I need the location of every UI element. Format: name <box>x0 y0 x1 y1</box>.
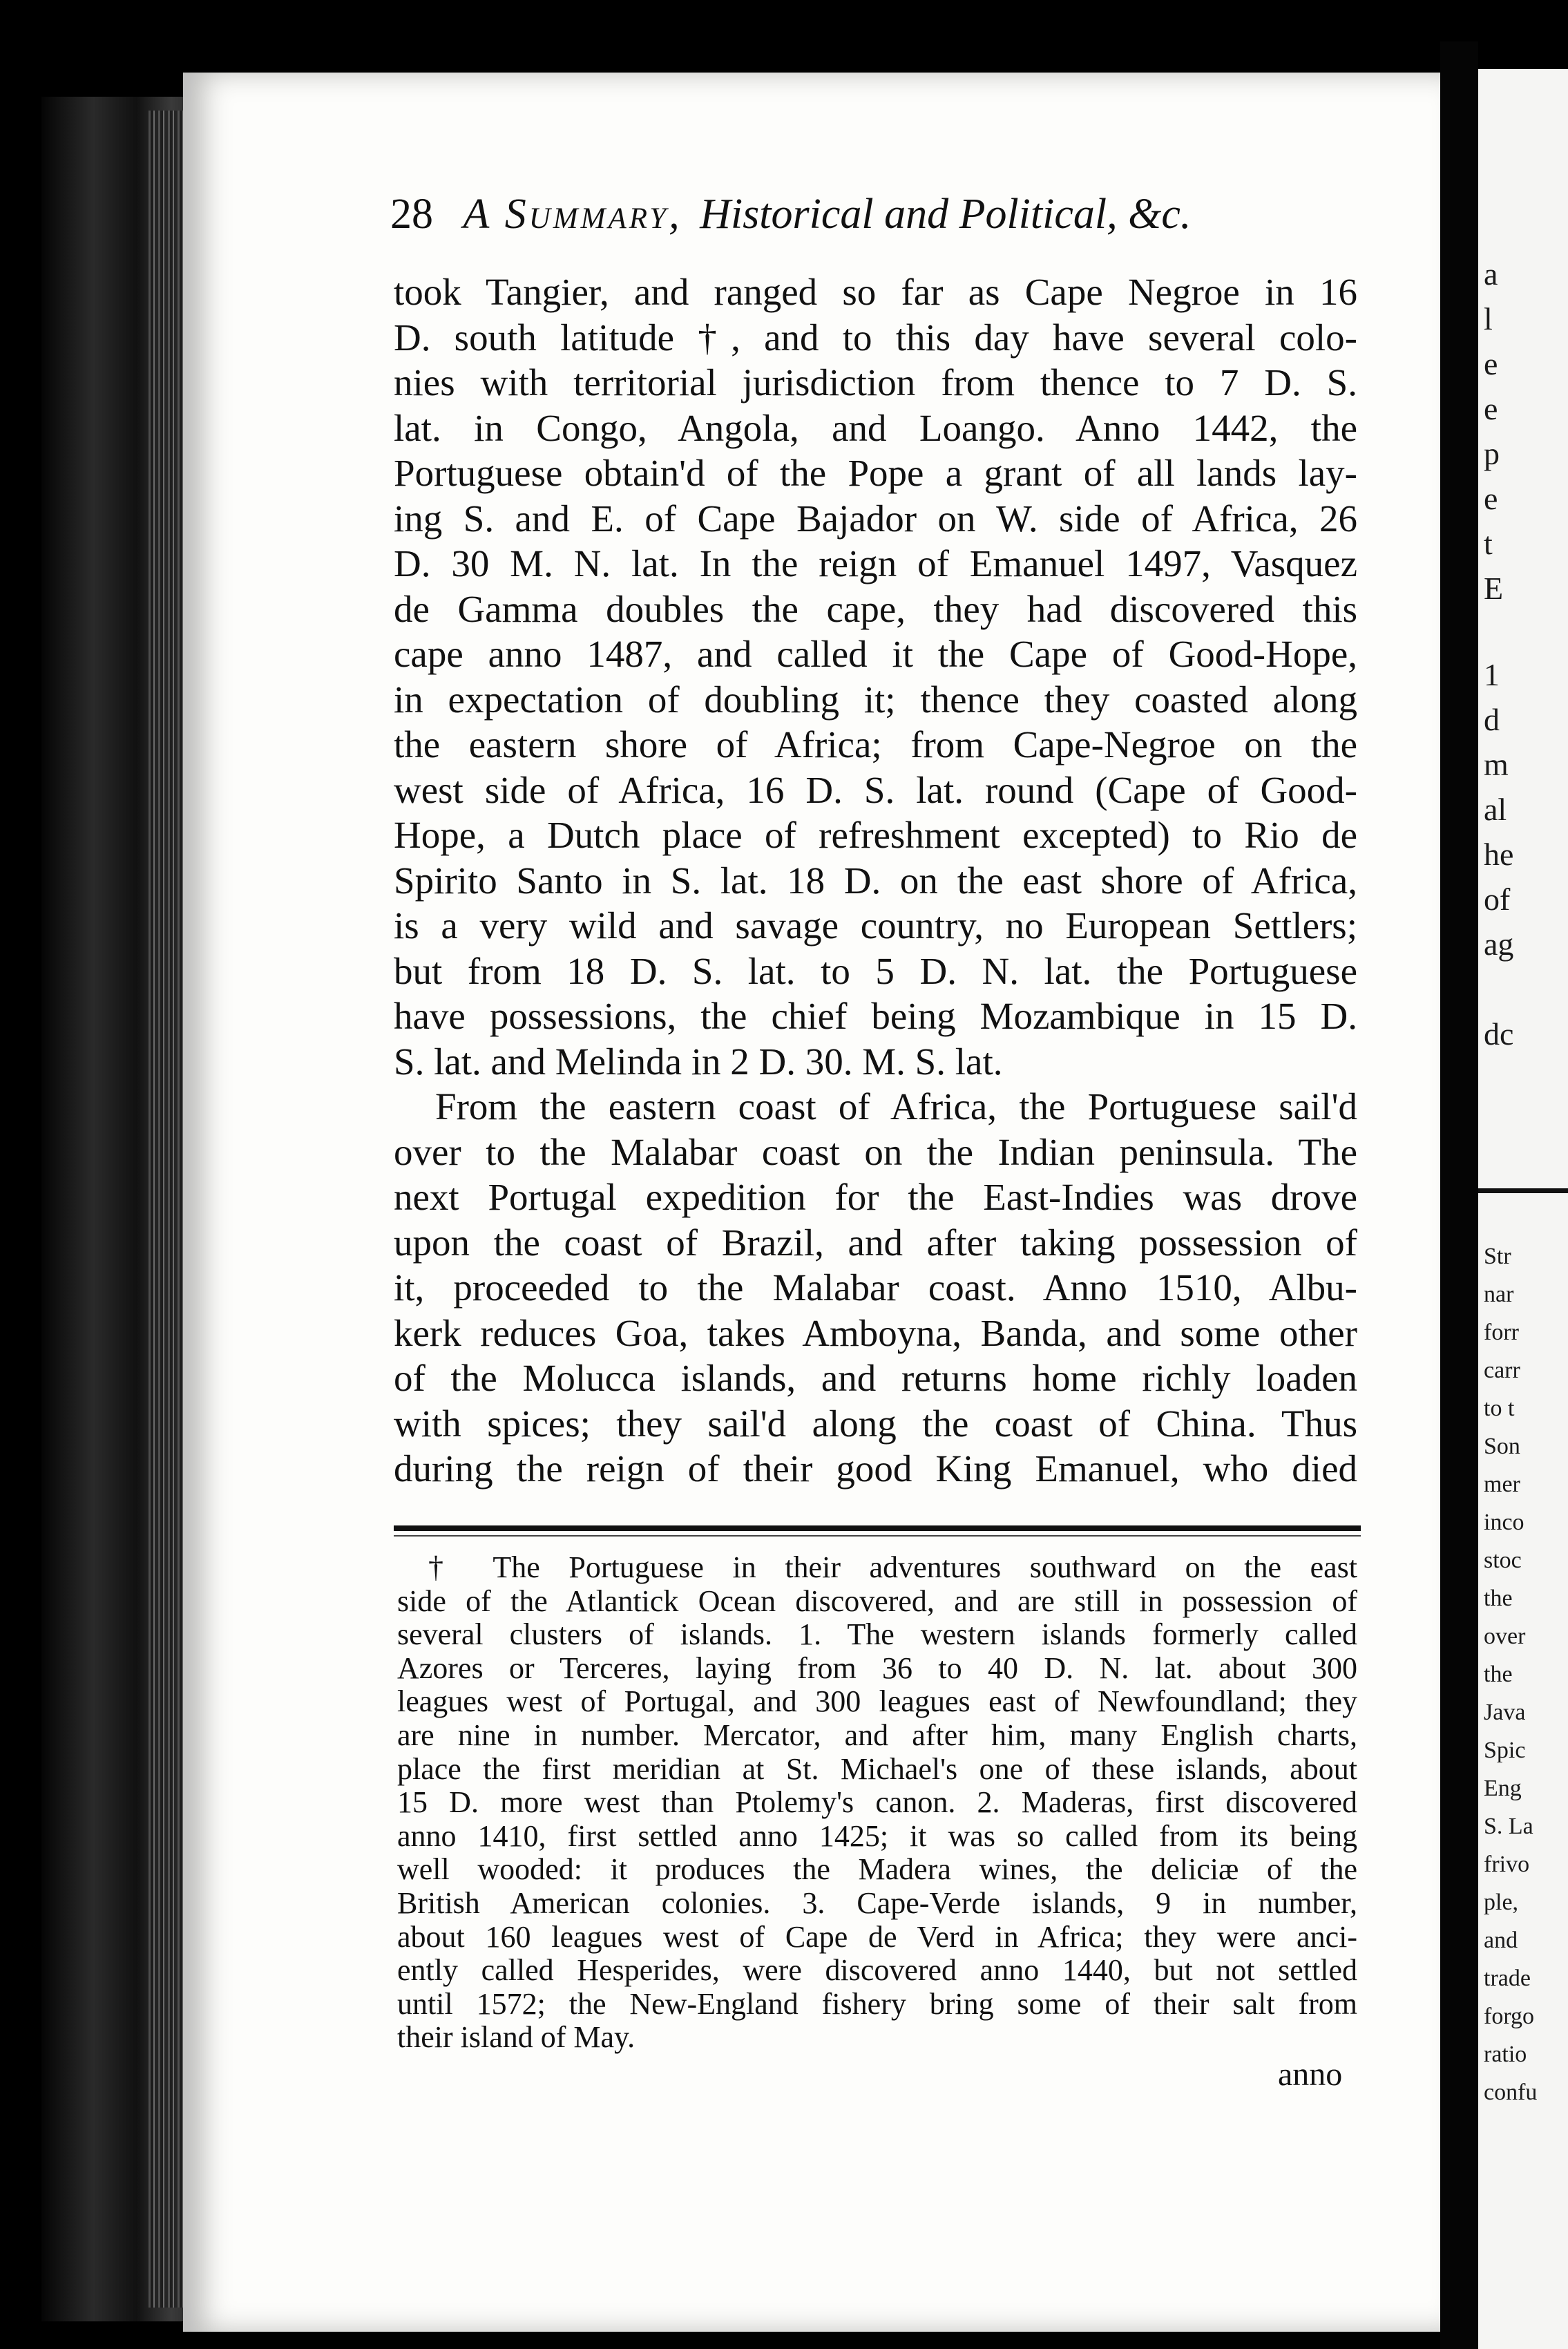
text-line: upon the coast of Brazil, and after taking possession of <box>394 1221 1357 1264</box>
text-line: de Gamma doubles the cape, they had discovered this <box>394 587 1357 630</box>
facing-rule <box>1478 1188 1568 1193</box>
catchword: anno <box>1278 2056 1343 2093</box>
facing-text: nar <box>1484 1282 1514 1307</box>
facing-text: a <box>1484 256 1498 292</box>
facing-text: ratio <box>1484 2042 1527 2067</box>
facing-text: frivo <box>1484 1852 1530 1877</box>
facing-text: d <box>1484 702 1500 737</box>
facing-text: he <box>1484 837 1514 872</box>
facing-text: of <box>1484 882 1511 917</box>
footnote-line: anno 1410, first settled anno 1425; it was so called from its being <box>397 1818 1357 1853</box>
text-line: during the reign of their good King Emanuel, who died <box>394 1447 1357 1490</box>
facing-text: e <box>1484 481 1498 516</box>
facing-text: E <box>1484 571 1504 606</box>
footnote-line: are nine in number. Mercator, and after him, many English charts, <box>397 1718 1357 1752</box>
text-line: is a very wild and savage country, no European Settlers; <box>394 904 1357 947</box>
facing-text: mer <box>1484 1472 1520 1497</box>
header-title-smallcaps: A Summary, <box>463 191 682 238</box>
text-line: Spirito Santo in S. lat. 18 D. on the east shore of Africa, <box>394 859 1357 902</box>
facing-text: e <box>1484 391 1498 426</box>
facing-text: Str <box>1484 1244 1511 1269</box>
text-line: with spices; they sail'd along the coast of China. Thus <box>394 1402 1357 1445</box>
footnote-line: about 160 leagues west of Cape de Verd in Africa; they were anci- <box>397 1919 1357 1954</box>
footnote-line: leagues west of Portugal, and 300 leagues east of Newfoundland; they <box>397 1684 1357 1719</box>
facing-text: trade <box>1484 1966 1531 1991</box>
running-header <box>390 190 1357 252</box>
facing-text: forgo <box>1484 2004 1535 2029</box>
text-line: over to the Malabar coast on the Indian peninsula. The <box>394 1130 1357 1173</box>
facing-text: Eng <box>1484 1776 1522 1801</box>
facing-text: ag <box>1484 926 1514 962</box>
facing-text: l <box>1484 301 1493 336</box>
text-line: nies with territorial jurisdiction from thence to 7 D. S. <box>394 361 1357 403</box>
footnote-line: their island of May. <box>397 2020 635 2055</box>
facing-text: dc <box>1484 1016 1514 1052</box>
text-line: cape anno 1487, and called it the Cape of Good-Hope, <box>394 633 1357 675</box>
text-line: next Portugal expedition for the East-Indies was drove <box>394 1176 1357 1218</box>
footnote-line: 15 D. more west than Ptolemy's canon. 2. Maderas, first discovered <box>397 1785 1357 1820</box>
footnote-line: well wooded: it produces the Madera wines, the deliciæ of the <box>397 1852 1357 1887</box>
text-line: ing S. and E. of Cape Bajador on W. side of Africa, 26 <box>394 497 1357 540</box>
facing-text: over <box>1484 1624 1526 1649</box>
facing-text: and <box>1484 1928 1518 1953</box>
page-number: 28 <box>390 191 433 238</box>
text-line: kerk reduces Goa, takes Amboyna, Banda, and some other <box>394 1311 1357 1354</box>
facing-text: confu <box>1484 2080 1538 2105</box>
text-line: in expectation of doubling it; thence they coasted along <box>394 678 1357 721</box>
header-title: Historical and Political, &c. <box>700 191 1192 238</box>
text-line: have possessions, the chief being Mozambique in 15 D. <box>394 995 1357 1037</box>
text-line: S. lat. and Melinda in 2 D. 30. M. S. lat. <box>394 1040 1003 1083</box>
facing-text: inco <box>1484 1510 1524 1535</box>
facing-text: ple, <box>1484 1890 1519 1915</box>
body-text <box>394 269 1357 1492</box>
facing-text: al <box>1484 792 1507 827</box>
facing-text: Son <box>1484 1434 1520 1459</box>
facing-text: Java <box>1484 1700 1526 1725</box>
footnote-line: † The Portuguese in their adventures southward on the east <box>428 1550 1357 1584</box>
text-line: of the Molucca islands, and returns home richly loaden <box>394 1357 1357 1399</box>
footnote-line: side of the Atlantick Ocean discovered, and are still in possession of <box>397 1584 1357 1618</box>
text-line: west side of Africa, 16 D. S. lat. round (Cape of Good- <box>394 768 1357 811</box>
footnote-rule <box>394 1525 1361 1531</box>
footnote-line: several clusters of islands. 1. The western islands formerly called <box>397 1617 1357 1652</box>
text-line: D. south latitude †, and to this day have several colo- <box>394 316 1357 359</box>
facing-page-fragment <box>1478 69 1568 2349</box>
facing-text: m <box>1484 747 1509 782</box>
text-line: D. 30 M. N. lat. In the reign of Emanuel 1497, Vasquez <box>394 542 1357 584</box>
footnote-line: British American colonies. 3. Cape-Verde islands, 9 in number, <box>397 1885 1357 1920</box>
text-line: Hope, a Dutch place of refreshment excepted) to Rio de <box>394 814 1357 856</box>
text-line: but from 18 D. S. lat. to 5 D. N. lat. the Portuguese <box>394 949 1357 992</box>
footnote-line: until 1572; the New-England fishery bring some of their salt from <box>397 1986 1357 2021</box>
facing-text: 1 <box>1484 657 1500 692</box>
footnote <box>397 1551 1357 2055</box>
text-line: lat. in Congo, Angola, and Loango. Anno 1442, the <box>394 406 1357 449</box>
facing-text: e <box>1484 346 1498 381</box>
facing-text: t <box>1484 526 1493 561</box>
footnote-line: ently called Hesperides, were discovered anno 1440, but not settled <box>397 1953 1357 1988</box>
facing-text: the <box>1484 1586 1513 1611</box>
footnote-rule-thin <box>394 1535 1361 1537</box>
facing-text: forr <box>1484 1320 1519 1345</box>
facing-text: p <box>1484 436 1500 471</box>
book-gutter <box>1440 41 1478 2349</box>
footnote-line: Azores or Terceres, laying from 36 to 40 D. N. lat. about 300 <box>397 1651 1357 1685</box>
text-line: took Tangier, and ranged so far as Cape Negroe in 16 <box>394 271 1357 313</box>
facing-text: stoc <box>1484 1548 1522 1573</box>
facing-text: to t <box>1484 1396 1515 1421</box>
facing-text: Spic <box>1484 1738 1526 1763</box>
facing-text: carr <box>1484 1358 1520 1383</box>
facing-text: S. La <box>1484 1814 1533 1839</box>
facing-text: the <box>1484 1662 1513 1687</box>
text-line: the eastern shore of Africa; from Cape-Negroe on the <box>394 723 1357 765</box>
text-line: From the eastern coast of Africa, the Portuguese sail'd <box>435 1085 1357 1128</box>
footnote-line: place the first meridian at St. Michael's one of these islands, about <box>397 1751 1357 1786</box>
text-line: it, proceeded to the Malabar coast. Anno 1510, Albu- <box>394 1266 1357 1309</box>
text-line: Portuguese obtain'd of the Pope a grant of all lands lay- <box>394 452 1357 494</box>
